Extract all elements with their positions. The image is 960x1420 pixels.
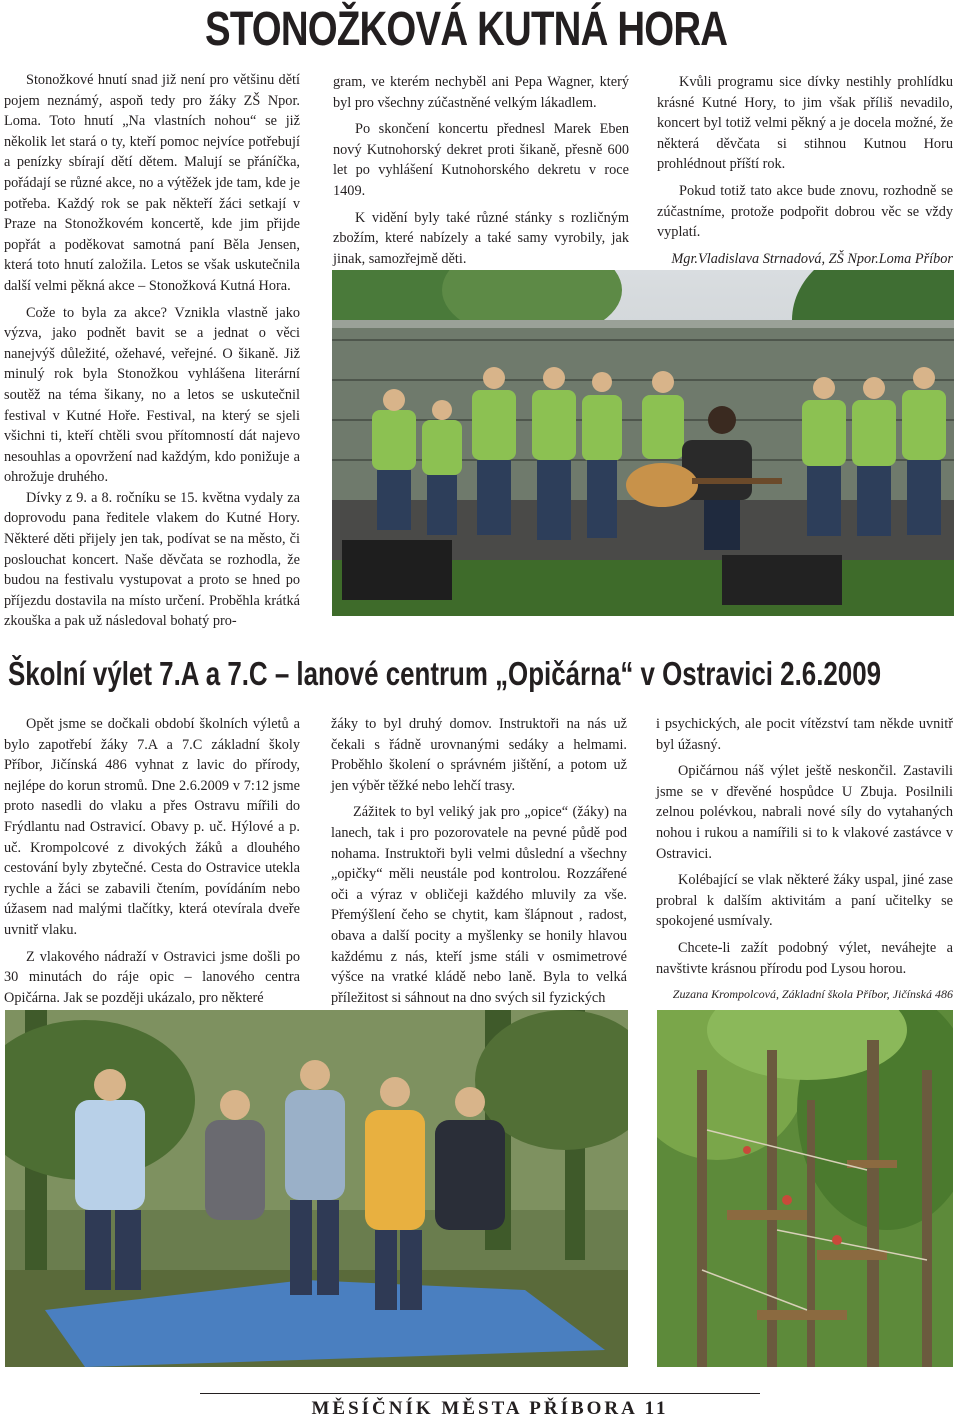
concert-photo-image (332, 270, 954, 616)
author-signature: Zuzana Krompolcová, Základní škola Příbor, Jičínská 486 (672, 987, 953, 1002)
article2-title: Školní výlet 7.A a 7.C – lanové centrum „Opičárna“ v Ostravici 2.6.2009 (8, 655, 882, 692)
paragraph: žáky to byl druhý domov. Instruktoři na nás už čekali s řádně urovnanými sedáky a helmami. Proběhlo školení o správném jištění, a potom už jen výběr těžké nebo lehčí trasy. (331, 716, 627, 794)
rope-course-photo-image (657, 1010, 953, 1367)
paragraph: Pokud totiž tato akce bude znovu, rozhodně se zúčastníme, protože podpořit dobrou věc se vždy vyplatí. (657, 182, 953, 241)
paragraph: Z vlakového nádraží v Ostravici jsme došli po 30 minutách do ráje opic – lanového centra Opičárna. Jak se později ukázalo, pro některé (4, 948, 300, 1006)
rope-course-photo (657, 1010, 953, 1367)
paragraph: gram, ve kterém nechyběl ani Pepa Wagner, který byl pro všechny zúčastněné velkým lákadlem. (333, 74, 629, 111)
article1-column-3 (657, 72, 953, 269)
author-signature: Mgr.Vladislava Strnadová, ZŠ Npor.Loma Příbor (671, 250, 953, 267)
page-footer: MĚSÍČNÍK MĚSTA PŘÍBORA 11 (311, 1398, 669, 1419)
harness-photo (5, 1010, 628, 1367)
paragraph: Cože to byla za akce? Vznikla vlastně jako výzva, jako podnět bavit se a jednat o věci nanejvýš důležité, ožehavé, veřejné. O šikaně. Již minulý rok byla Stonožkou vyhlášena literární soutěž na téma šikany, no a letos se uskutečnil festival v Kutné Hoře. Festival, na který se sjeli všichni ti, kteří chtěli svou přítomností dát najevo nesouhlas a opovržení nad každým, kdo ponižuje a ohrožuje druhého. (4, 304, 300, 486)
footer-divider (200, 1393, 760, 1394)
article2-column-2 (331, 714, 627, 1008)
paragraph: Dívky z 9. a 8. ročníku se 15. května vydaly za doprovodu pana ředitele vlakem do Kutné Hory. Některé děti přijely jen tak, podívat se na město, či poslouchat koncert. Naše děvčata se rozhodla, že budou na festivalu vystupovat a proto se hned po příjezdu dostavila na místo určení. Proběhla krátká zkouška a pak už následoval bohatý pro- (4, 489, 300, 630)
paragraph: Chcete-li zažít podobný výlet, neváhejte a navštivte krásnou přírodu pod Lysou horou. (656, 939, 953, 977)
article1-column-2 (333, 72, 629, 269)
paragraph: Kvůli programu sice dívky nestihly prohlídku krásné Kutné Hory, to jim však příliš nevadilo, koncert byl totiž velmi pěkný a je docela možné, že některá děvčata si stihnou Kutnou Horu prohlédnout příští rok. (657, 74, 953, 173)
paragraph: Stonožkové hnutí snad již není pro většinu dětí pojem neznámý, aspoň tedy pro žáky ZŠ Npor. Loma. Toto hnutí „Na vlastních nohou“ se již několik let stará o ty, kteří pomoc nejvíce potřebují a penízky sbírají dětí dětem. Malují se přáníčka, pořádají se různé akce, no a výtěžek jde tam, kde je potřeba. Každý rok se pak někteří žáci setkají v Praze na Stonožkovém koncertě, kde jim přijde popřát a poděkovat samotná paní Běla Jensen, která toto hnutí založila. Letos se však uskutečnila další velmi pěkná akce – Stonožková Kutná Hora. (4, 72, 300, 294)
concert-photo (332, 270, 954, 616)
article2-column-3 (656, 714, 953, 1003)
article1-column-1 (4, 70, 300, 632)
article1-title: STONOŽKOVÁ KUTNÁ HORA (205, 3, 728, 56)
paragraph: Opičárnou náš výlet ještě neskončil. Zastavili jsme se v dřevěné hospůdce U Zbuja. Posilnili zelnou polévkou, nabrali nové síly do vytahaných nohou i rukou a namířili si to k vlakové zastávce v Ostravici. (656, 763, 953, 862)
paragraph: Zážitek to byl veliký jak pro „opice“ (žáky) na lanech, tak i pro pozorovatele na pevné půdě pod nohama. Instruktoři byli velmi důslední a všechny „opičky“ měli neustále pod kontrolou. Rozzářené oči a výraz v obličeji každého mluvily za vše. Přemýšlení čeho se chytit, kam šlápnout , radost, obava a další pocity a myšlenky se honily hlavou každému z nás, kteří jsme stáli v osmimetrové výšce na vratké kládě nebo laně. Byla to velká příležitost si sáhnout na dno svých sil fyzických (331, 804, 627, 1006)
paragraph: Po skončení koncertu přednesl Marek Eben nový Kutnohorský dekret proti šikaně, přesně 600 let po vyhlášení Kutnohorského dekretu v roce 1409. (333, 121, 629, 199)
paragraph: i psychických, ale pocit vítězství tam někde uvnitř byl úžasný. (656, 716, 953, 753)
harness-photo-image (5, 1010, 628, 1367)
article2-column-1 (4, 714, 300, 1008)
paragraph: Opět jsme se dočkali období školních výletů a bylo zapotřebí žáky 7.A a 7.C základní školy Příbor, Jičínská 486 vyhnat z lavic do přírody, nejlépe do korun stromů. Dne 2.6.2009 v 7:12 jsme proto nasedli do vlaku a přes Ostravu mířili do Frýdlantu nad Ostravicí. Obavy p. uč. Hýlové a p. uč. Krompolcové z divokých žáků a dlouhého cestování byly zbytečné. Cesta do Ostravice utekla rychle a žáci se zabavili čtením, povídáním nebo úžasem nad malými tlačítky, která otevírala dveře uvnitř vlaku. (4, 716, 300, 938)
paragraph: K vidění byly také různé stánky s rozličným zbožím, které nabízely a také samy vyrobily, jak jinak, samozřejmě děti. (333, 209, 629, 267)
paragraph: Kolébající se vlak některé žáky uspal, jiné zase probral k dalším aktivitám a paní učitelky se spokojené usmívaly. (656, 872, 953, 930)
